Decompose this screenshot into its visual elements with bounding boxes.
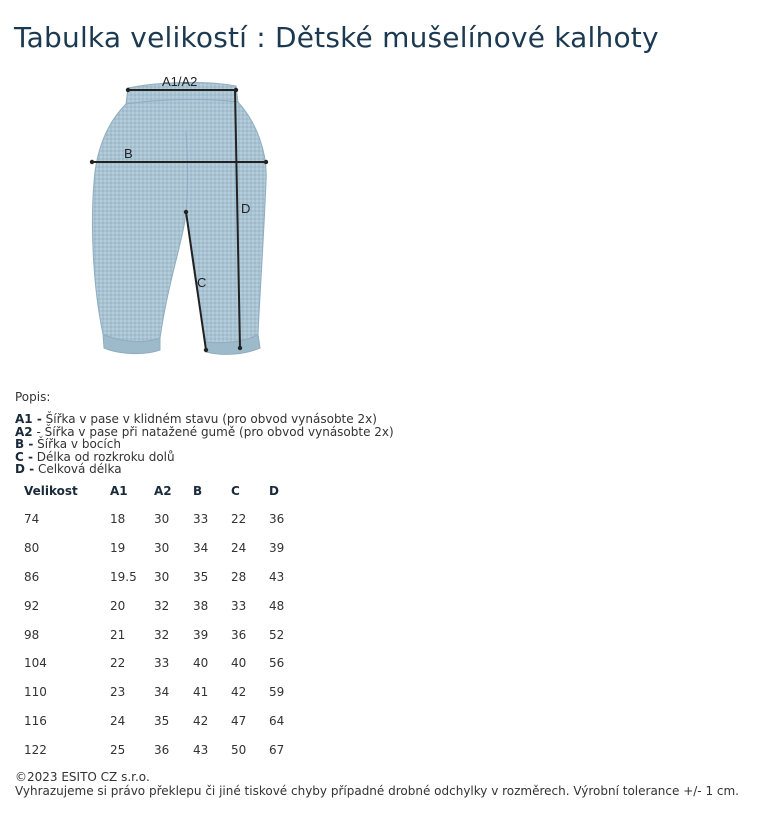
table-cell: 67 — [269, 742, 285, 757]
page-title: Tabulka velikostí : Dětské mušelínové kalhoty — [14, 20, 659, 54]
table-row — [15, 505, 309, 534]
table-cell: 34 — [193, 541, 209, 556]
table-cell: 110 — [24, 685, 47, 700]
table-cell: 25 — [110, 742, 126, 757]
label-c: C — [197, 275, 207, 290]
table-cell: 104 — [24, 656, 47, 671]
legend-code: B - — [15, 437, 34, 451]
description-label: Popis: — [15, 390, 51, 404]
label-a: A1/A2 — [162, 74, 198, 89]
column-header: Velikost — [24, 483, 78, 498]
legend-code: D - — [15, 462, 35, 476]
legend-code: A1 - — [15, 412, 42, 426]
page-footer — [15, 771, 739, 798]
table-cell: 38 — [193, 598, 209, 613]
column-header: C — [231, 483, 240, 498]
table-cell: 22 — [110, 656, 126, 671]
table-cell: 33 — [154, 656, 170, 671]
table-row — [15, 678, 309, 707]
table-cell: 50 — [231, 742, 247, 757]
table-row — [15, 620, 309, 649]
table-cell: 39 — [269, 541, 285, 556]
table-cell: 47 — [231, 713, 247, 728]
table-cell: 30 — [154, 569, 170, 584]
table-cell: 80 — [24, 541, 40, 556]
table-cell: 32 — [154, 598, 170, 613]
table-cell: 41 — [193, 685, 209, 700]
table-cell: 43 — [193, 742, 209, 757]
table-cell: 19 — [110, 541, 126, 556]
table-row — [15, 649, 309, 678]
legend-code: A2 — [15, 424, 33, 439]
table-cell: 24 — [231, 541, 247, 556]
measurement-legend — [15, 413, 394, 476]
column-header: D — [269, 483, 279, 498]
table-cell: 28 — [231, 569, 247, 584]
table-cell: 33 — [231, 598, 247, 613]
table-cell: 48 — [269, 598, 285, 613]
table-cell: 34 — [154, 685, 170, 700]
label-b: B — [124, 146, 133, 161]
table-cell: 22 — [231, 512, 247, 527]
legend-item-d — [15, 463, 394, 476]
pants-illustration — [88, 72, 278, 362]
size-table — [15, 476, 309, 764]
table-cell: 36 — [154, 742, 170, 757]
table-row — [15, 735, 309, 764]
table-cell: 64 — [269, 713, 285, 728]
table-cell: 39 — [193, 627, 209, 642]
table-cell: 18 — [110, 512, 126, 527]
table-row — [15, 591, 309, 620]
table-cell: 23 — [110, 685, 126, 700]
table-cell: 92 — [24, 598, 40, 613]
table-cell: 42 — [193, 713, 209, 728]
copyright-text: ©2023 ESITO CZ s.r.o. — [15, 770, 150, 784]
column-header: A1 — [110, 483, 128, 498]
legend-text: Šířka v pase v klidném stavu (pro obvod vynásobte 2x) — [45, 412, 377, 426]
table-cell: 30 — [154, 541, 170, 556]
table-cell: 33 — [193, 512, 209, 527]
table-row — [15, 534, 309, 563]
table-cell: 35 — [193, 569, 209, 584]
legend-text: Šířka v bocích — [37, 437, 121, 451]
table-row — [15, 563, 309, 592]
table-cell: 98 — [24, 627, 40, 642]
table-cell: 52 — [269, 627, 285, 642]
table-cell: 20 — [110, 598, 126, 613]
size-table-header — [15, 476, 309, 505]
table-cell: 56 — [269, 656, 285, 671]
legend-text: - Šířka v pase při natažené gumě (pro obvod vynásobte 2x) — [36, 424, 394, 439]
table-cell: 42 — [231, 685, 247, 700]
table-cell: 86 — [24, 569, 40, 584]
legend-text: Celková délka — [37, 462, 122, 476]
column-header: A2 — [154, 483, 172, 498]
table-cell: 74 — [24, 512, 40, 527]
table-cell: 19.5 — [110, 569, 137, 584]
table-cell: 40 — [231, 656, 247, 671]
table-cell: 35 — [154, 713, 170, 728]
table-cell: 36 — [269, 512, 285, 527]
table-cell: 43 — [269, 569, 285, 584]
legend-code: C - — [15, 449, 33, 464]
table-cell: 116 — [24, 713, 47, 728]
table-cell: 24 — [110, 713, 126, 728]
table-cell: 30 — [154, 512, 170, 527]
column-header: B — [193, 483, 203, 498]
table-cell: 122 — [24, 742, 47, 757]
table-cell: 40 — [193, 656, 209, 671]
legend-text: Délka od rozkroku dolů — [36, 449, 175, 464]
table-cell: 21 — [110, 627, 126, 642]
pants-measurement-diagram — [88, 72, 278, 362]
disclaimer-text: Vyhrazujeme si právo překlepu či jiné tiskové chyby případné drobné odchylky v rozměrech. Výrobní tolerance +/- 1 cm. — [15, 783, 739, 798]
table-cell: 59 — [269, 685, 285, 700]
table-cell: 32 — [154, 627, 170, 642]
label-d: D — [241, 201, 251, 216]
table-cell: 36 — [231, 627, 247, 642]
table-row — [15, 707, 309, 736]
